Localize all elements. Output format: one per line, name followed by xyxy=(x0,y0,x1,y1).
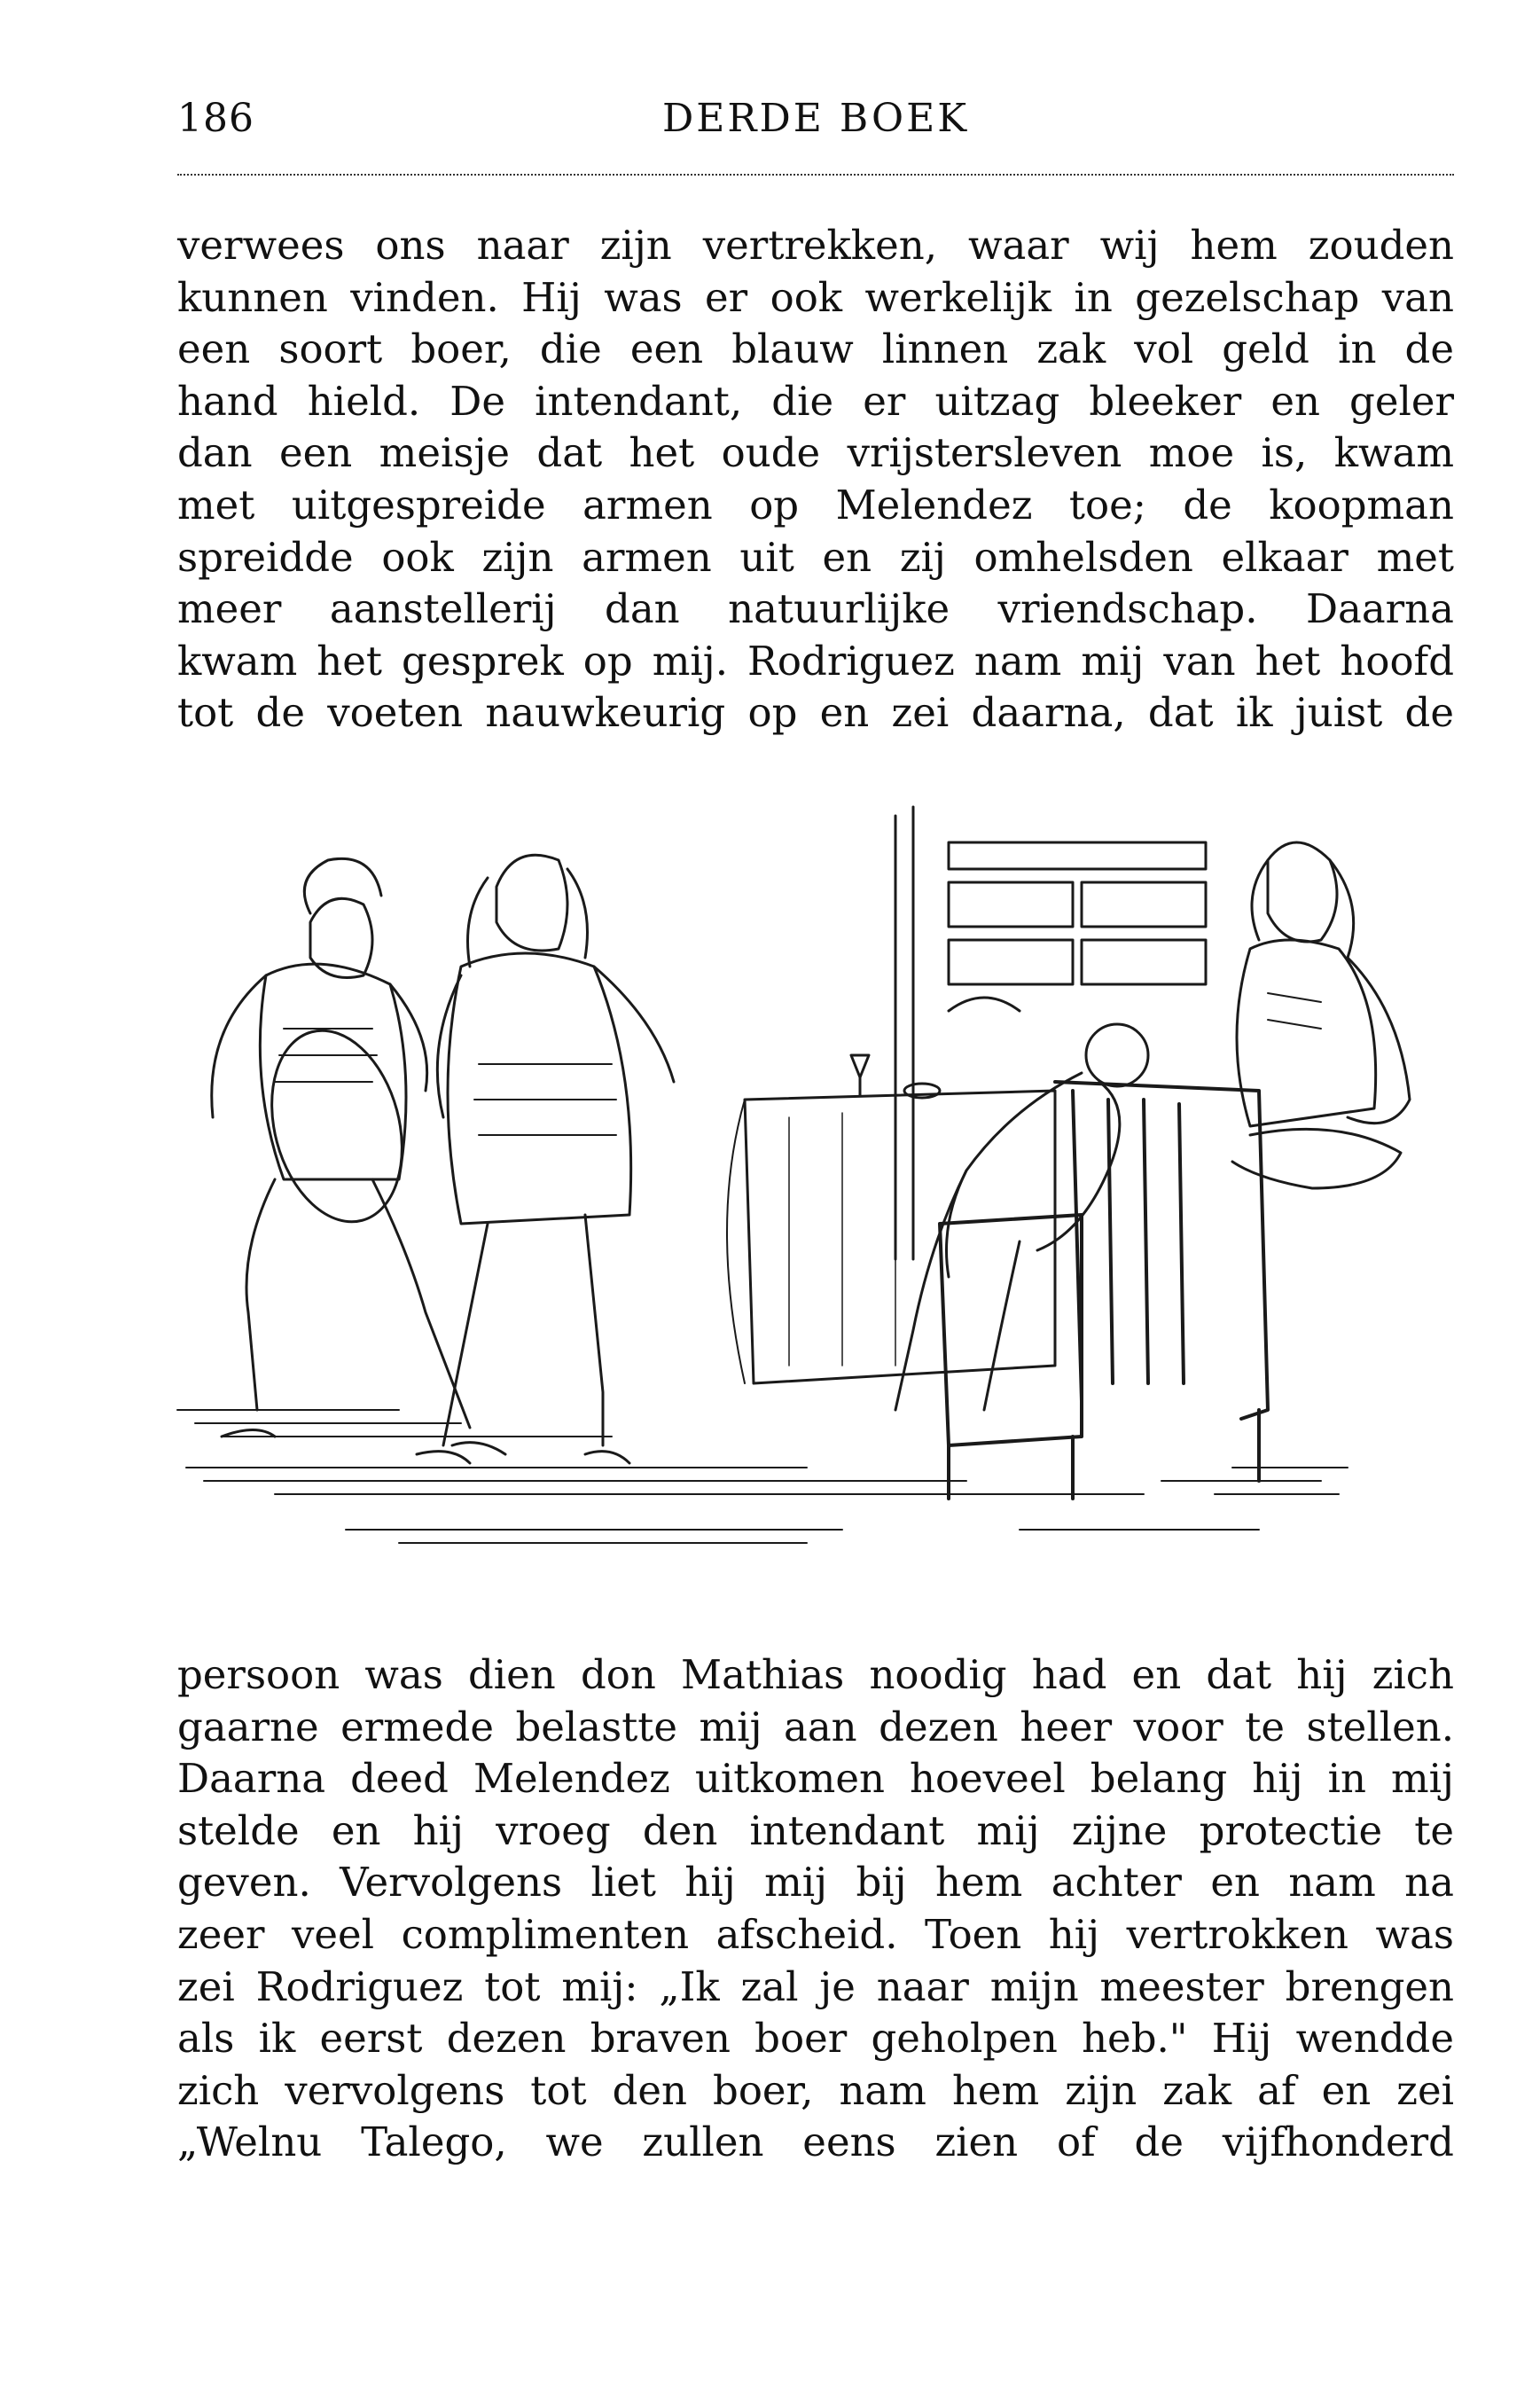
running-title: DERDE BOEK xyxy=(661,96,970,141)
text-line: zei Rodriguez tot mij: „Ik zal je naar mijn meester brengen xyxy=(177,1962,1454,2010)
text-line: een soort boer, die een blauw linnen zak vol geld in de xyxy=(177,325,1454,373)
text-line: persoon was dien don Mathias noodig had en dat hij zich xyxy=(177,1651,1454,1698)
text-line: kunnen vinden. Hij was er ook werkelijk in gezelschap van xyxy=(177,273,1454,321)
wall-cabinet xyxy=(895,807,1206,1259)
text-line: hand hield. De intendant, die er uitzag bleeker en geler xyxy=(177,377,1454,425)
text-line: verwees ons naar zijn vertrekken, waar wij hem zouden xyxy=(177,222,1454,269)
text-line: met uitgespreide armen op Melendez toe; de koopman xyxy=(177,481,1454,529)
engraving-illustration xyxy=(168,798,1463,1614)
floor-hatching xyxy=(177,1410,1348,1543)
text-line: zeer veel complimenten afscheid. Toen hij vertrokken was xyxy=(177,1910,1454,1958)
text-line: „Welnu Talego, we zullen eens zien of de vijfhonderd xyxy=(177,2118,1454,2166)
text-line: gaarne ermede belastte mij aan dezen heer voor te stellen. xyxy=(177,1703,1454,1750)
text-line: meer aanstellerij dan natuurlijke vriendschap. Daarna xyxy=(177,585,1454,633)
text-block-upper xyxy=(177,220,1454,740)
text-line: tot de voeten nauwkeurig op en zei daarna, dat ik juist de xyxy=(177,689,1454,737)
standing-man-left xyxy=(212,858,505,1454)
text-line: Daarna deed Melendez uitkomen hoeveel belang hij in mij xyxy=(177,1755,1454,1803)
text-line: kwam het gesprek op mij. Rodriguez nam mij van het hoofd xyxy=(177,637,1454,685)
text-line: zich vervolgens tot den boer, nam hem zijn zak af en zei xyxy=(177,2066,1454,2114)
text-line: geven. Vervolgens liet hij mij bij hem achter en nam na xyxy=(177,1859,1454,1907)
engraving-three-men-interior-icon xyxy=(168,798,1463,1614)
page-number: 186 xyxy=(177,96,254,141)
page-header xyxy=(177,89,1454,160)
standing-man-middle xyxy=(417,855,674,1463)
text-block-lower xyxy=(177,1649,1454,2169)
text-line: dan een meisje dat het oude vrijstersleven moe is, kwam xyxy=(177,429,1454,477)
text-line: stelde en hij vroeg den intendant mij zijne protectie te xyxy=(177,1806,1454,1854)
header-divider xyxy=(177,174,1454,176)
text-line: als ik eerst dezen braven boer geholpen heb." Hij wendde xyxy=(177,2015,1454,2063)
text-line: spreidde ook zijn armen uit en zij omhelsden elkaar met xyxy=(177,533,1454,581)
